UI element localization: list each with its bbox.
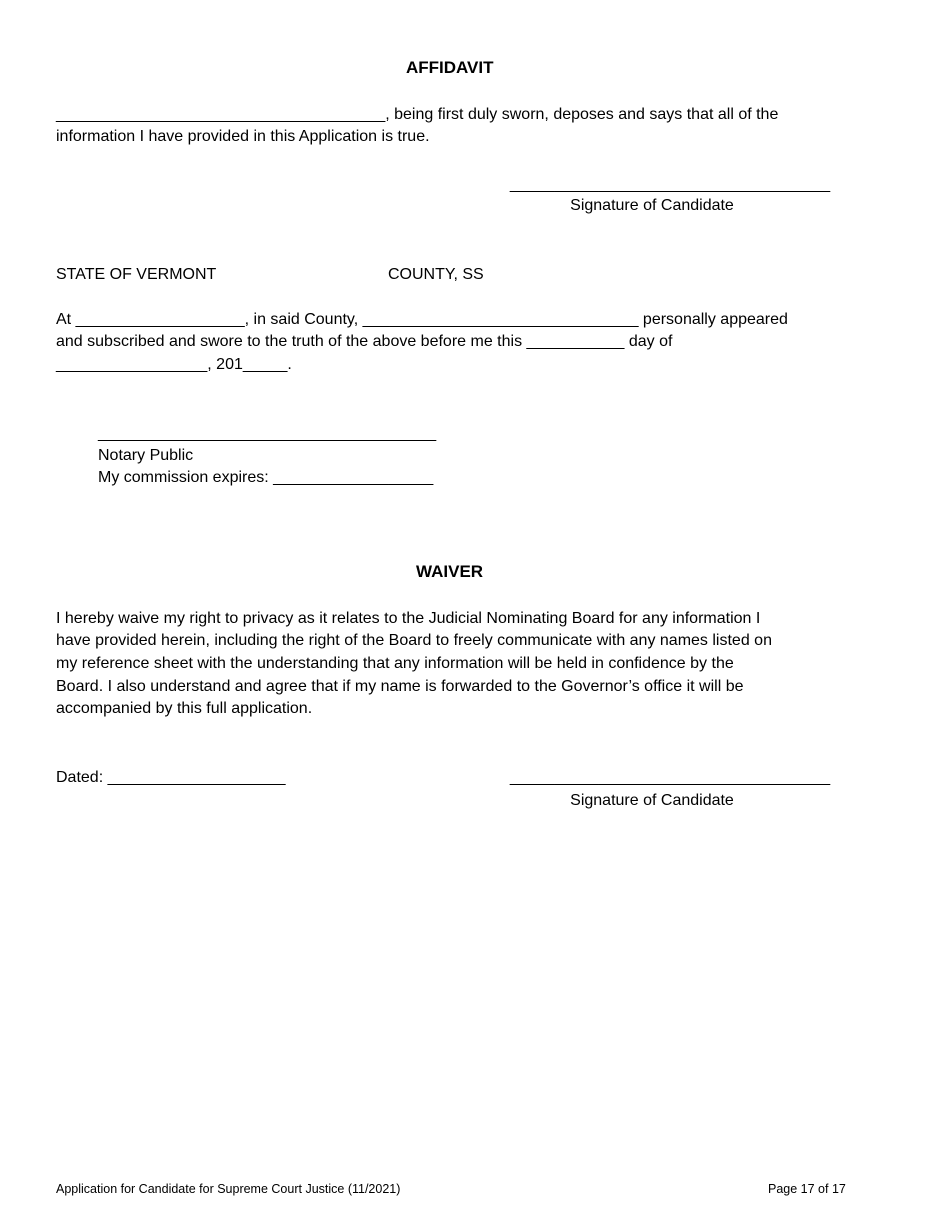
jurat-line-3: _________________, 201_____. <box>56 356 292 373</box>
notary-public-label: Notary Public <box>98 447 194 464</box>
waiver-text-line-5: accompanied by this full application. <box>56 700 313 717</box>
dated-field: Dated: ____________________ <box>56 769 286 786</box>
jurat-line-1: At ___________________, in said County, _______________________________ personally appeared <box>56 311 788 328</box>
footer-document-title: Application for Candidate for Supreme Court Justice (11/2021) <box>56 1182 401 1196</box>
footer-page-number: Page 17 of 17 <box>768 1182 846 1196</box>
waiver-text-line-2: have provided herein, including the right of the Board to freely communicate with any names listed on <box>56 632 772 649</box>
venue-county: COUNTY, SS <box>388 266 484 283</box>
affidavit-title: AFFIDAVIT <box>406 58 494 77</box>
affidavit-statement-line-1: _____________________________________, being first duly sworn, deposes and says that all of the <box>56 106 779 123</box>
waiver-title: WAIVER <box>416 562 484 581</box>
jurat-line-2: and subscribed and swore to the truth of the above before me this ___________ day of <box>56 333 673 350</box>
candidate-signature-label: Signature of Candidate <box>570 197 734 214</box>
waiver-signature-label: Signature of Candidate <box>570 792 734 809</box>
waiver-text-line-4: Board. I also understand and agree that if my name is forwarded to the Governor’s office it will be <box>56 678 744 695</box>
candidate-signature-line: ____________________________________ <box>509 176 831 193</box>
affidavit-statement-line-2: information I have provided in this Application is true. <box>56 128 430 145</box>
notary-signature-line: ______________________________________ <box>98 425 437 442</box>
waiver-signature-line: ____________________________________ <box>509 769 831 786</box>
notary-commission-expires: My commission expires: __________________ <box>98 469 434 486</box>
venue-state: STATE OF VERMONT <box>56 266 217 283</box>
waiver-text-line-3: my reference sheet with the understanding that any information will be held in confidence by the <box>56 655 734 672</box>
waiver-text-line-1: I hereby waive my right to privacy as it relates to the Judicial Nominating Board for any information I <box>56 610 761 627</box>
